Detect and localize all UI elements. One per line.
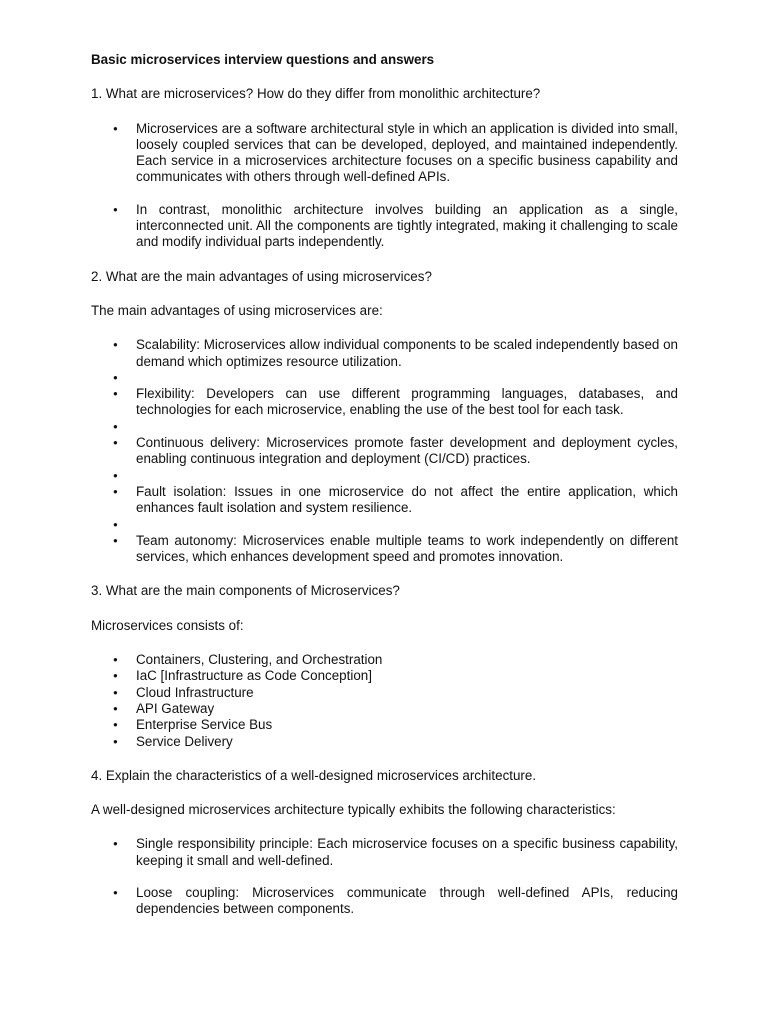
empty-bullet — [136, 517, 678, 533]
advantage-fault-isolation: ● Fault isolation: Issues in one microservice do not affect the entire application, which enhances fault isolation and system resilience. — [136, 484, 678, 517]
document-title: Basic microservices interview questions and answers — [91, 52, 435, 67]
question-1: 1. What are microservices? How do they differ from monolithic architecture? — [91, 86, 541, 102]
advantage-team-autonomy: ● Team autonomy: Microservices enable multiple teams to work independently on different services, which enhances development speed and promotes innovation. — [136, 533, 678, 566]
q4-intro: A well-designed microservices architecture typically exhibits the following characteristics: — [91, 802, 616, 818]
advantage-flexibility: ● Flexibility: Developers can use different programming languages, databases, and technologies for each microservice, enabling the use of the best tool for each task. — [136, 386, 678, 419]
q2-advantages-list — [91, 337, 678, 565]
component-service-delivery: ● Service Delivery — [136, 734, 678, 750]
question-3: 3. What are the main components of Microservices? — [91, 583, 400, 599]
q1-answer-list — [91, 121, 678, 251]
component-cloud-infrastructure: ● Cloud Infrastructure — [136, 685, 678, 701]
q2-intro: The main advantages of using microservices are: — [91, 302, 383, 318]
component-containers: ● Containers, Clustering, and Orchestration — [136, 652, 678, 668]
q3-components-list — [91, 652, 678, 750]
q1-answer-microservices: ● Microservices are a software architectural style in which an application is divided into small, loosely coupled services that can be developed, deployed, and maintained independently. Each service in a microservices architecture focuses on a specific business capability and communicates with others through well-defined APIs. — [136, 121, 678, 186]
component-api-gateway: ● API Gateway — [136, 701, 678, 717]
document-page — [91, 52, 678, 936]
empty-bullet — [136, 419, 678, 435]
q3-intro: Microservices consists of: — [91, 617, 244, 633]
characteristic-single-responsibility: ● Single responsibility principle: Each microservice focuses on a specific business capability, keeping it small and well-defined. — [136, 836, 678, 869]
question-4: 4. Explain the characteristics of a well-designed microservices architecture. — [91, 767, 537, 783]
component-enterprise-service-bus: ● Enterprise Service Bus — [136, 717, 678, 733]
advantage-continuous-delivery: ● Continuous delivery: Microservices promote faster development and deployment cycles, enabling continuous integration and deployment (CI/CD) practices. — [136, 435, 678, 468]
component-iac: ● IaC [Infrastructure as Code Conception] — [136, 668, 678, 684]
q1-answer-monolithic: ● In contrast, monolithic architecture involves building an application as a single, interconnected unit. All the components are tightly integrated, making it challenging to scale and modify individual parts independently. — [136, 202, 678, 251]
characteristic-loose-coupling: ● Loose coupling: Microservices communicate through well-defined APIs, reducing dependencies between components. — [136, 885, 678, 918]
advantage-scalability: ● Scalability: Microservices allow individual components to be scaled independently based on demand which optimizes resource utilization. — [136, 337, 678, 370]
empty-bullet — [136, 468, 678, 484]
question-2: 2. What are the main advantages of using microservices? — [91, 268, 432, 284]
empty-bullet — [136, 370, 678, 386]
q4-characteristics-list — [91, 836, 678, 917]
